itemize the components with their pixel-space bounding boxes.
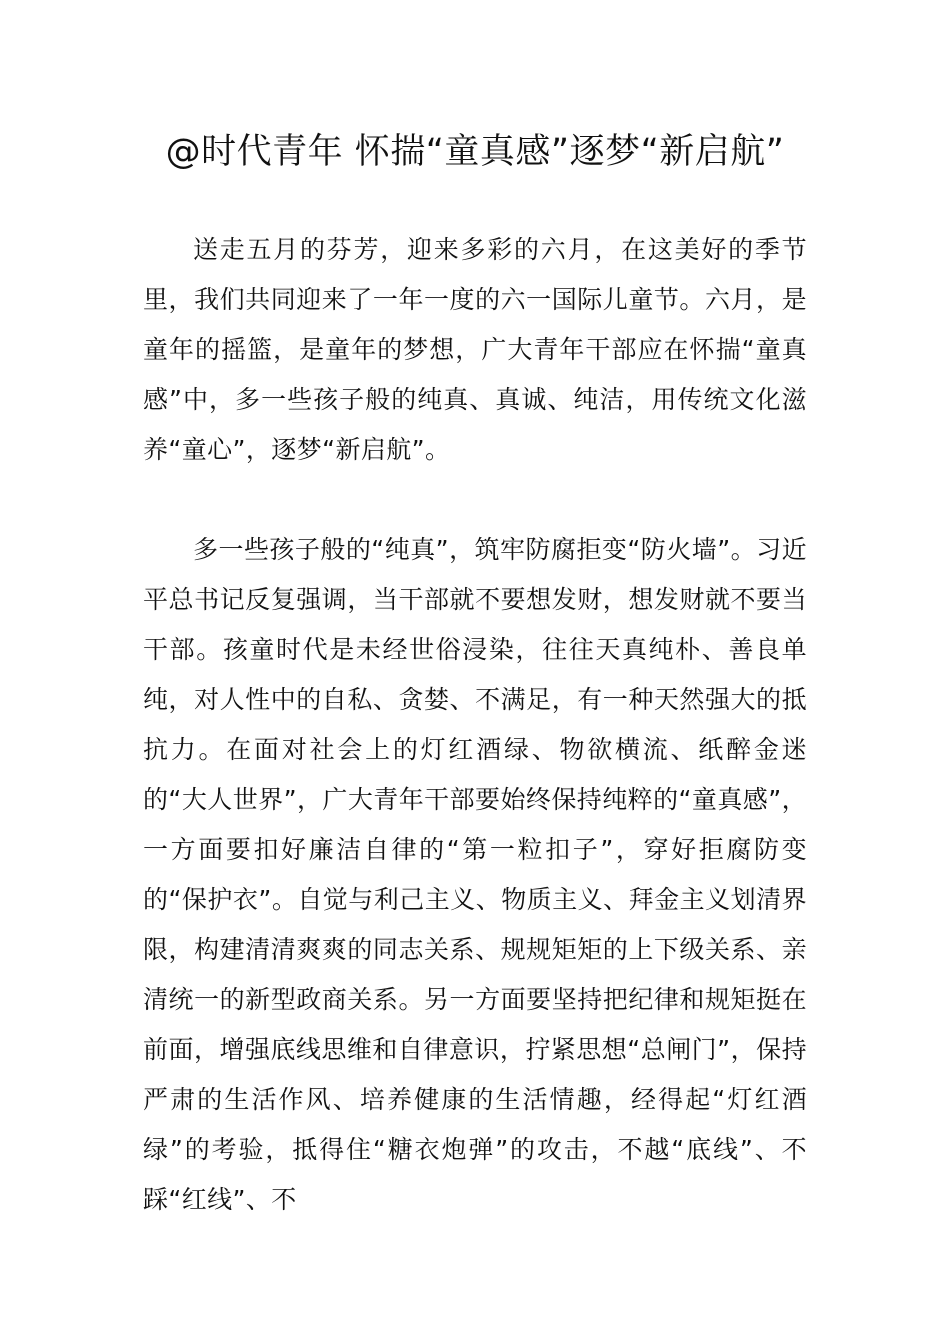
paragraph-1: 送走五月的芬芳，迎来多彩的六月，在这美好的季节里，我们共同迎来了一年一度的六一国际儿童节。六月，是童年的摇篮，是童年的梦想，广大青年干部应在怀揣“童真感”中，多一些孩子般的纯真、真诚、纯洁，用传统文化滋养“童心”，逐梦“新启航”。: [143, 235, 807, 464]
document-title: @时代青年 怀揣“童真感”逐梦“新启航”: [165, 132, 785, 172]
paragraph-2: 多一些孩子般的“纯真”，筑牢防腐拒变“防火墙”。习近平总书记反复强调，当干部就不要想发财，想发财就不要当干部。孩童时代是未经世俗浸染，往往天真纯朴、善良单纯，对人性中的自私、贪婪、不满足，有一种天然强大的抵抗力。在面对社会上的灯红酒绿、物欲横流、纸醉金迷的“大人世界”，广大青年干部要始终保持纯粹的“童真感”，一方面要扣好廉洁自律的“第一粒扣子”，穿好拒腐防变的“保护衣”。自觉与利己主义、物质主义、拜金主义划清界限，构建清清爽爽的同志关系、规规矩矩的上下级关系、亲清统一的新型政商关系。另一方面要坚持把纪律和规矩挺在前面，增强底线思维和自律意识，拧紧思想“总闸门”，保持严肃的生活作风、培养健康的生活情趣，经得起“灯红酒绿”的考验，抵得住“糖衣炮弹”的攻击，不越“底线”、不踩“红线”、不: [143, 535, 807, 1214]
